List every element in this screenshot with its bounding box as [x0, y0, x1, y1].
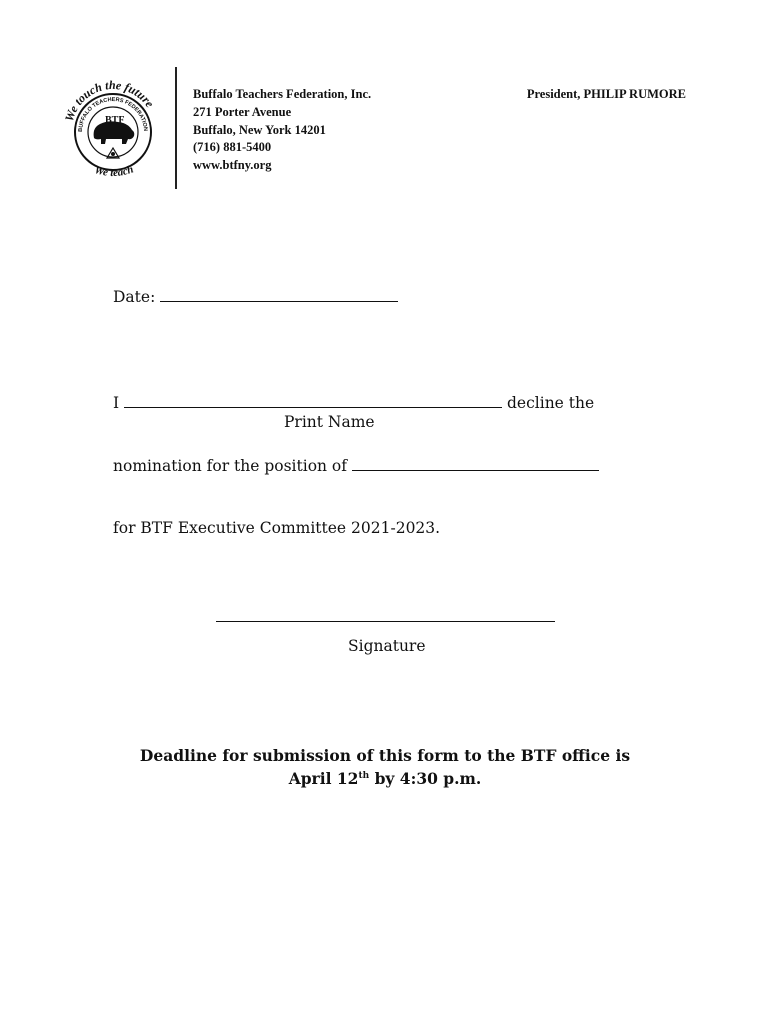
deadline-line-2: April 12th by 4:30 p.m. [288, 769, 482, 788]
org-phone: (716) 881-5400 [193, 140, 272, 155]
org-website: www.btfny.org [193, 158, 272, 173]
org-address-block [193, 86, 371, 175]
org-name: Buffalo Teachers Federation, Inc. [193, 87, 372, 101]
position-label: nomination for the position of [113, 457, 347, 475]
date-label: Date: [113, 288, 156, 306]
print-name-label: Print Name [284, 413, 375, 431]
header-divider [175, 67, 177, 189]
name-prefix: I [113, 394, 120, 412]
org-city: Buffalo, New York 14201 [193, 122, 326, 137]
signature-field[interactable] [216, 621, 555, 622]
date-row [113, 287, 398, 306]
deadline-notice [0, 744, 770, 790]
date-field[interactable] [160, 287, 398, 302]
logo-bottom-text: We teach [93, 163, 136, 180]
logo-top-text: We touch the future [62, 77, 157, 124]
logo-ring-text: BUFFALO TEACHERS FEDERATION [77, 96, 149, 133]
logo-center-text: BTF [105, 115, 125, 126]
btf-logo-seal [62, 72, 164, 184]
name-row [113, 393, 594, 412]
signature-label: Signature [348, 637, 426, 655]
position-row [113, 456, 599, 475]
org-street: 271 Porter Avenue [193, 104, 292, 119]
president-name: President, PHILIP RUMORE [526, 87, 686, 101]
position-field[interactable] [352, 456, 599, 471]
deadline-line-1: Deadline for submission of this form to the BTF office is [139, 746, 631, 765]
svg-text:We teach [93, 163, 135, 179]
print-name-field[interactable] [124, 393, 502, 408]
name-suffix: decline the [507, 394, 595, 412]
committee-text: for BTF Executive Committee 2021-2023. [113, 519, 441, 537]
